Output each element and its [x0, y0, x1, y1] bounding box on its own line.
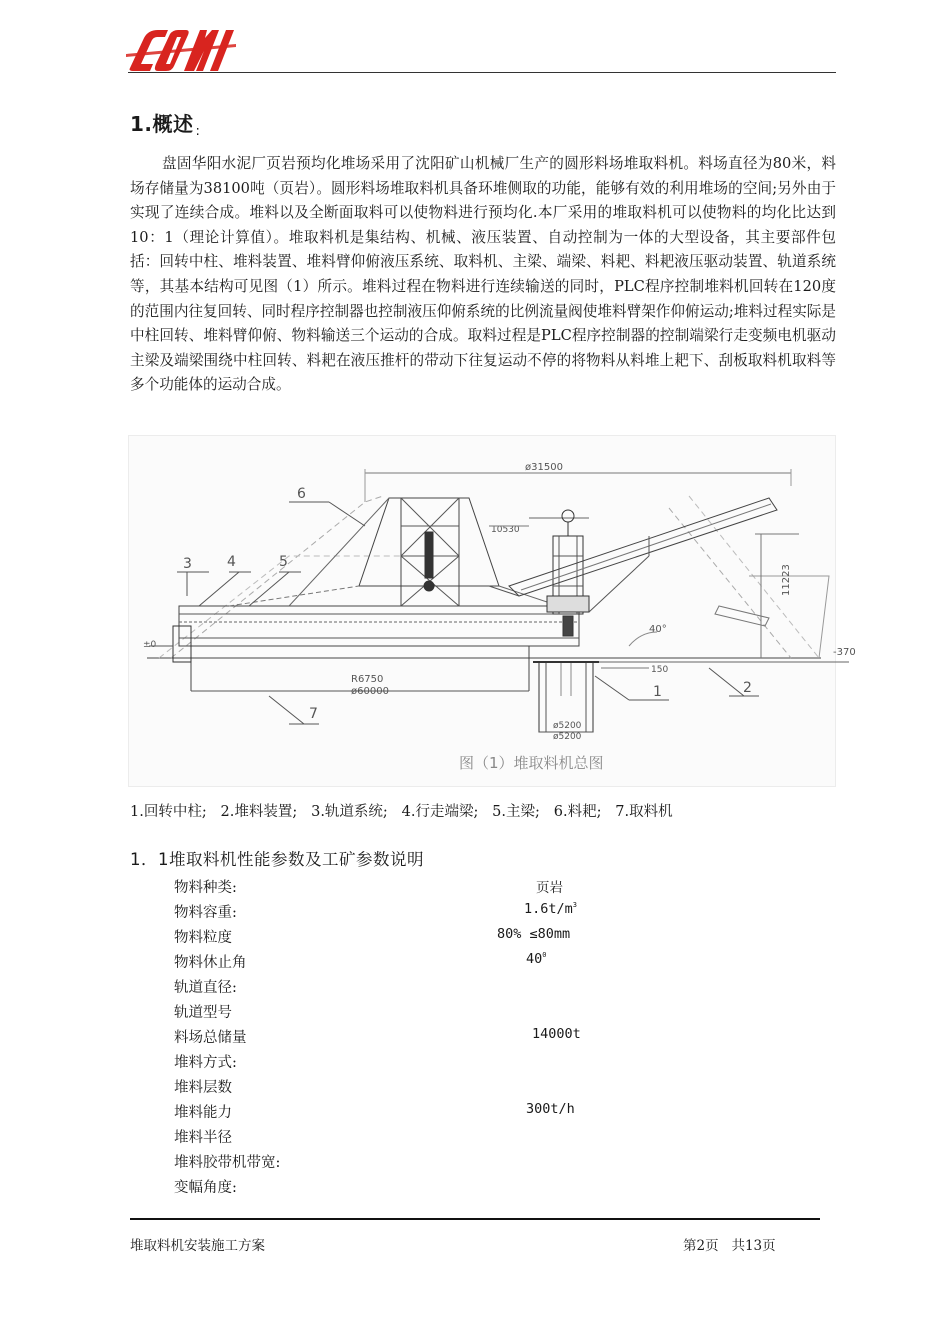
footer-rule	[130, 1218, 820, 1220]
dim-pit-outer-label: ø5200	[553, 732, 582, 742]
dim-left-elev-label: ±0	[143, 640, 157, 650]
param-name: 变幅角度:	[174, 1180, 237, 1196]
param-name: 堆料半径	[174, 1130, 232, 1146]
param-name: 料场总储量	[174, 1030, 247, 1046]
param-row	[174, 901, 734, 925]
param-value: 80% ≤80mm	[497, 926, 571, 942]
param-row	[174, 1126, 734, 1150]
param-row	[174, 1026, 734, 1050]
param-row	[174, 1001, 734, 1025]
footer-page-info: 第2页 共13页	[683, 1238, 776, 1254]
param-row	[174, 1101, 734, 1125]
footer-doc-title: 堆取料机安装施工方案	[130, 1238, 265, 1254]
stacker-reclaimer-drawing	[129, 436, 856, 786]
param-value: 1.6t/m	[524, 901, 573, 917]
figure-legend: 1.回转中柱; 2.堆料装置; 3.轨道系统; 4.行走端梁; 5.主梁; 6.料耙; 7.取料机	[130, 804, 673, 820]
param-row	[174, 1076, 734, 1100]
dim-level-label: -370	[833, 647, 856, 658]
param-row	[174, 951, 734, 975]
intro-paragraph: 盘固华阳水泥厂页岩预均化堆场采用了沈阳矿山机械厂生产的圆形料场堆取料机。料场直径为80米，料场存储量为38100吨（页岩）。圆形料场堆取料机具备环堆侧取的功能，能够有效的利用堆场的空间;另外由于实现了连续合成。堆料以及全断面取料可以使物料进行预均化.本厂采用的堆取料机可以使物料的均化比达到10：1（理论计算值）。堆取料机是集结构、机械、液压装置、自动控制为一体的大型设备，其主要部件包括：回转中柱、堆料装置、堆料臂仰俯液压系统、取料机、主梁、端梁、料耙、料耙液压驱动装置、轨道系统等，其基本结构可见图（1）所示。堆料过程在物料进行连续输送的同时，PLC程序控制堆料机回转在120度的范围内往复回转、同时程序控制器也控制液压仰俯系统的比例流量阀使堆料臂架作仰俯运动;堆料过程实际是中柱回转、堆料臂仰俯、物料输送三个运动的合成。取料过程是PLC程序控制器的控制端梁行走变频电机驱动主梁及端梁围绕中柱回转、料耙在液压推杆的带动下往复运动不停的将物料从料堆上耙下、刮板取料机取料等多个功能体的运动合成。	[130, 155, 836, 394]
dim-height-label: 11223	[781, 564, 792, 596]
section-title-text: 1.概述	[130, 112, 194, 136]
section-title	[130, 108, 200, 139]
param-row	[174, 1151, 734, 1175]
param-value: 300t/h	[526, 1101, 575, 1117]
param-name: 堆料层数	[174, 1080, 232, 1096]
param-row	[174, 1176, 734, 1200]
section-title-suffix: :	[195, 124, 201, 139]
param-name: 堆料能力	[174, 1105, 232, 1121]
param-name: 物料容重:	[174, 905, 237, 921]
callout-5: 5	[279, 554, 288, 570]
callout-2: 2	[743, 680, 752, 696]
param-name: 轨道型号	[174, 1005, 232, 1021]
param-name: 物料种类:	[174, 880, 237, 896]
dim-top-label: ø31500	[525, 462, 563, 473]
dim-diameter-label: ø60000	[351, 686, 389, 697]
callout-6: 6	[297, 486, 306, 502]
param-value: 40	[526, 951, 543, 967]
param-value: 14000t	[532, 1026, 581, 1042]
params-title: 1．1堆取料机性能参数及工矿参数说明	[130, 850, 424, 869]
dim-boom-label: 10530	[491, 525, 520, 535]
dim-pit-inner-label: ø5200	[553, 721, 582, 731]
param-value-wrap	[524, 901, 577, 917]
param-row	[174, 926, 734, 950]
dim-angle-label: 40°	[649, 624, 667, 635]
callout-4: 4	[227, 554, 236, 570]
dim-pit-offset-label: 150	[651, 665, 669, 675]
param-name: 堆料方式:	[174, 1055, 237, 1071]
callout-7: 7	[309, 706, 318, 722]
param-row	[174, 976, 734, 1000]
param-name: 轨道直径:	[174, 980, 237, 996]
dim-radius-label: R6750	[351, 674, 384, 685]
param-value: 页岩	[536, 880, 563, 896]
figure-drawing	[128, 435, 856, 787]
param-name: 物料休止角	[174, 955, 247, 971]
callout-1: 1	[653, 684, 662, 700]
param-row	[174, 1051, 734, 1075]
param-name: 物料粒度	[174, 930, 232, 946]
header-rule	[128, 72, 836, 73]
param-value-wrap	[526, 951, 546, 967]
param-value-sup: 3	[572, 901, 577, 909]
figure-caption: 图（1）堆取料机总图	[459, 754, 604, 772]
param-value-sup: 0	[542, 951, 547, 959]
callout-3: 3	[183, 556, 192, 572]
company-logo-icon	[126, 24, 236, 76]
param-row	[174, 876, 734, 900]
param-name: 堆料胶带机带宽:	[174, 1155, 281, 1171]
